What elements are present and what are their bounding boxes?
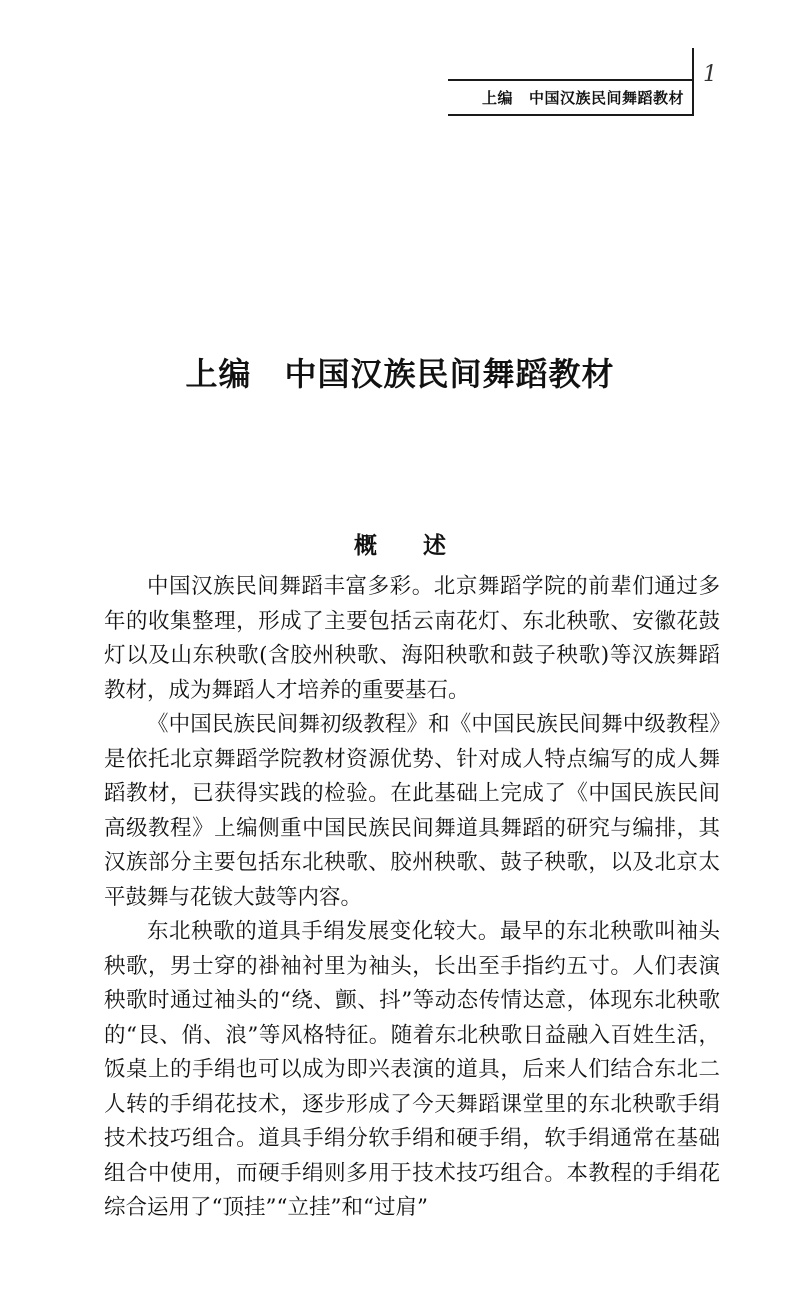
paragraph: 《中国民族民间舞初级教程》和《中国民族民间舞中级教程》是依托北京舞蹈学院教材资源优势、针对成人特点编写的成人舞蹈教材，已获得实践的检验。在此基础上完成了《中国民族民间高级教程》上编侧重中国民族民间舞道具舞蹈的研究与编排，其汉族部分主要包括东北秧歌、胶州秧歌、鼓子秧歌，以及北京太平鼓舞与花钹大鼓等内容。 (104, 712, 720, 910)
page-number: 1 (703, 62, 717, 87)
header-rule-bottom (448, 114, 694, 116)
header-rule-top (448, 79, 694, 81)
header-book-title: 中国汉族民间舞蹈教材 (528, 88, 684, 107)
running-header (0, 0, 800, 130)
body-text (104, 570, 720, 1226)
header-part-label: 上编 (481, 88, 513, 107)
header-rule-vertical (692, 48, 694, 116)
part-title: 上编 中国汉族民间舞蹈教材 (185, 355, 615, 394)
section-heading: 概 述 (354, 533, 446, 560)
paragraph: 东北秧歌的道具手绢发展变化较大。最早的东北秧歌叫袖头秧歌，男士穿的褂袖衬里为袖头，长出至手指约五寸。人们表演秧歌时通过袖头的“绕、颤、抖”等动态传情达意，体现东北秧歌的“艮、俏、浪”等风格特征。随着东北秧歌日益融入百姓生活，饭桌上的手绢也可以成为即兴表演的道具，后来人们结合东北二人转的手绢花技术，逐步形成了今天舞蹈课堂里的东北秧歌手绢技术技巧组合。道具手绢分软手绢和硬手绢，软手绢通常在基础组合中使用，而硬手绢则多用于技术技巧组合。本教程的手绢花综合运用了“顶挂”“立挂”和“过肩” (104, 919, 720, 1220)
paragraph: 中国汉族民间舞蹈丰富多彩。北京舞蹈学院的前辈们通过多年的收集整理，形成了主要包括云南花灯、东北秧歌、安徽花鼓灯以及山东秧歌(含胶州秧歌、海阳秧歌和鼓子秧歌)等汉族舞蹈教材，成为舞蹈人才培养的重要基石。 (104, 574, 720, 703)
header-text (448, 84, 684, 110)
